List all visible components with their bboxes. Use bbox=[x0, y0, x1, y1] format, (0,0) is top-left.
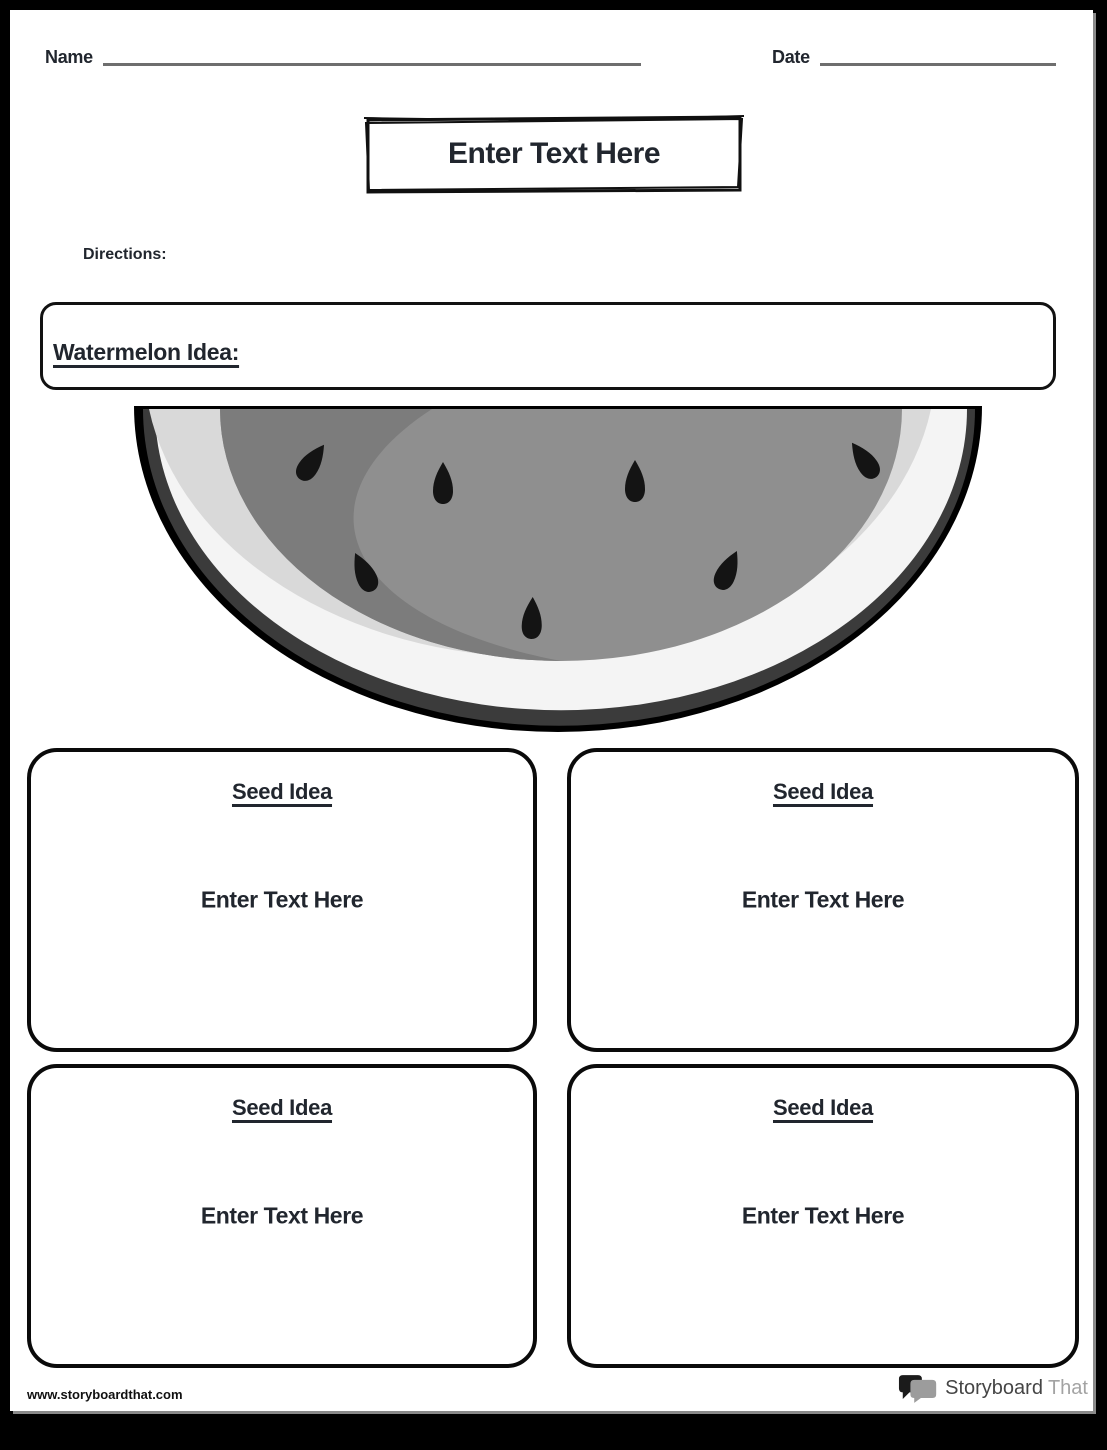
date-input-line[interactable] bbox=[820, 61, 1056, 66]
seed-idea-title-2: Seed Idea bbox=[772, 779, 874, 804]
speech-bubble-gray bbox=[911, 1380, 937, 1403]
worksheet-title-box[interactable] bbox=[363, 113, 745, 195]
seed-idea-placeholder-2[interactable]: Enter Text Here bbox=[741, 886, 905, 913]
logo-text-storyboard: Storyboard bbox=[945, 1377, 1043, 1399]
name-input-line[interactable] bbox=[103, 61, 641, 66]
seed-idea-placeholder-1[interactable]: Enter Text Here bbox=[200, 886, 364, 913]
speech-bubbles-icon bbox=[898, 1374, 940, 1403]
seed-idea-placeholder-3[interactable]: Enter Text Here bbox=[200, 1202, 364, 1229]
seed-idea-title-1: Seed Idea bbox=[231, 779, 333, 804]
watermelon-idea-label: Watermelon Idea: bbox=[53, 339, 240, 365]
name-field bbox=[45, 48, 641, 66]
name-label: Name bbox=[45, 47, 93, 67]
seed-idea-box-1[interactable] bbox=[27, 748, 537, 1052]
directions-label: Directions: bbox=[83, 246, 167, 263]
watermelon-idea-box[interactable] bbox=[40, 302, 1056, 390]
footer-url: www.storyboardthat.com bbox=[27, 1387, 183, 1402]
seed-idea-placeholder-4[interactable]: Enter Text Here bbox=[741, 1202, 905, 1229]
seed-idea-title-4: Seed Idea bbox=[772, 1095, 874, 1120]
seed-idea-box-4[interactable] bbox=[567, 1064, 1079, 1368]
seed-idea-box-3[interactable] bbox=[27, 1064, 537, 1368]
watermelon-illustration bbox=[134, 405, 982, 733]
logo-text-that: That bbox=[1047, 1377, 1088, 1399]
storyboardthat-logo bbox=[898, 1374, 1088, 1403]
date-label: Date bbox=[772, 47, 810, 67]
worksheet-title: Enter Text Here bbox=[447, 137, 661, 170]
seed-idea-box-2[interactable] bbox=[567, 748, 1079, 1052]
worksheet-page bbox=[10, 10, 1093, 1411]
seed-idea-title-3: Seed Idea bbox=[231, 1095, 333, 1120]
date-field bbox=[772, 48, 1056, 66]
